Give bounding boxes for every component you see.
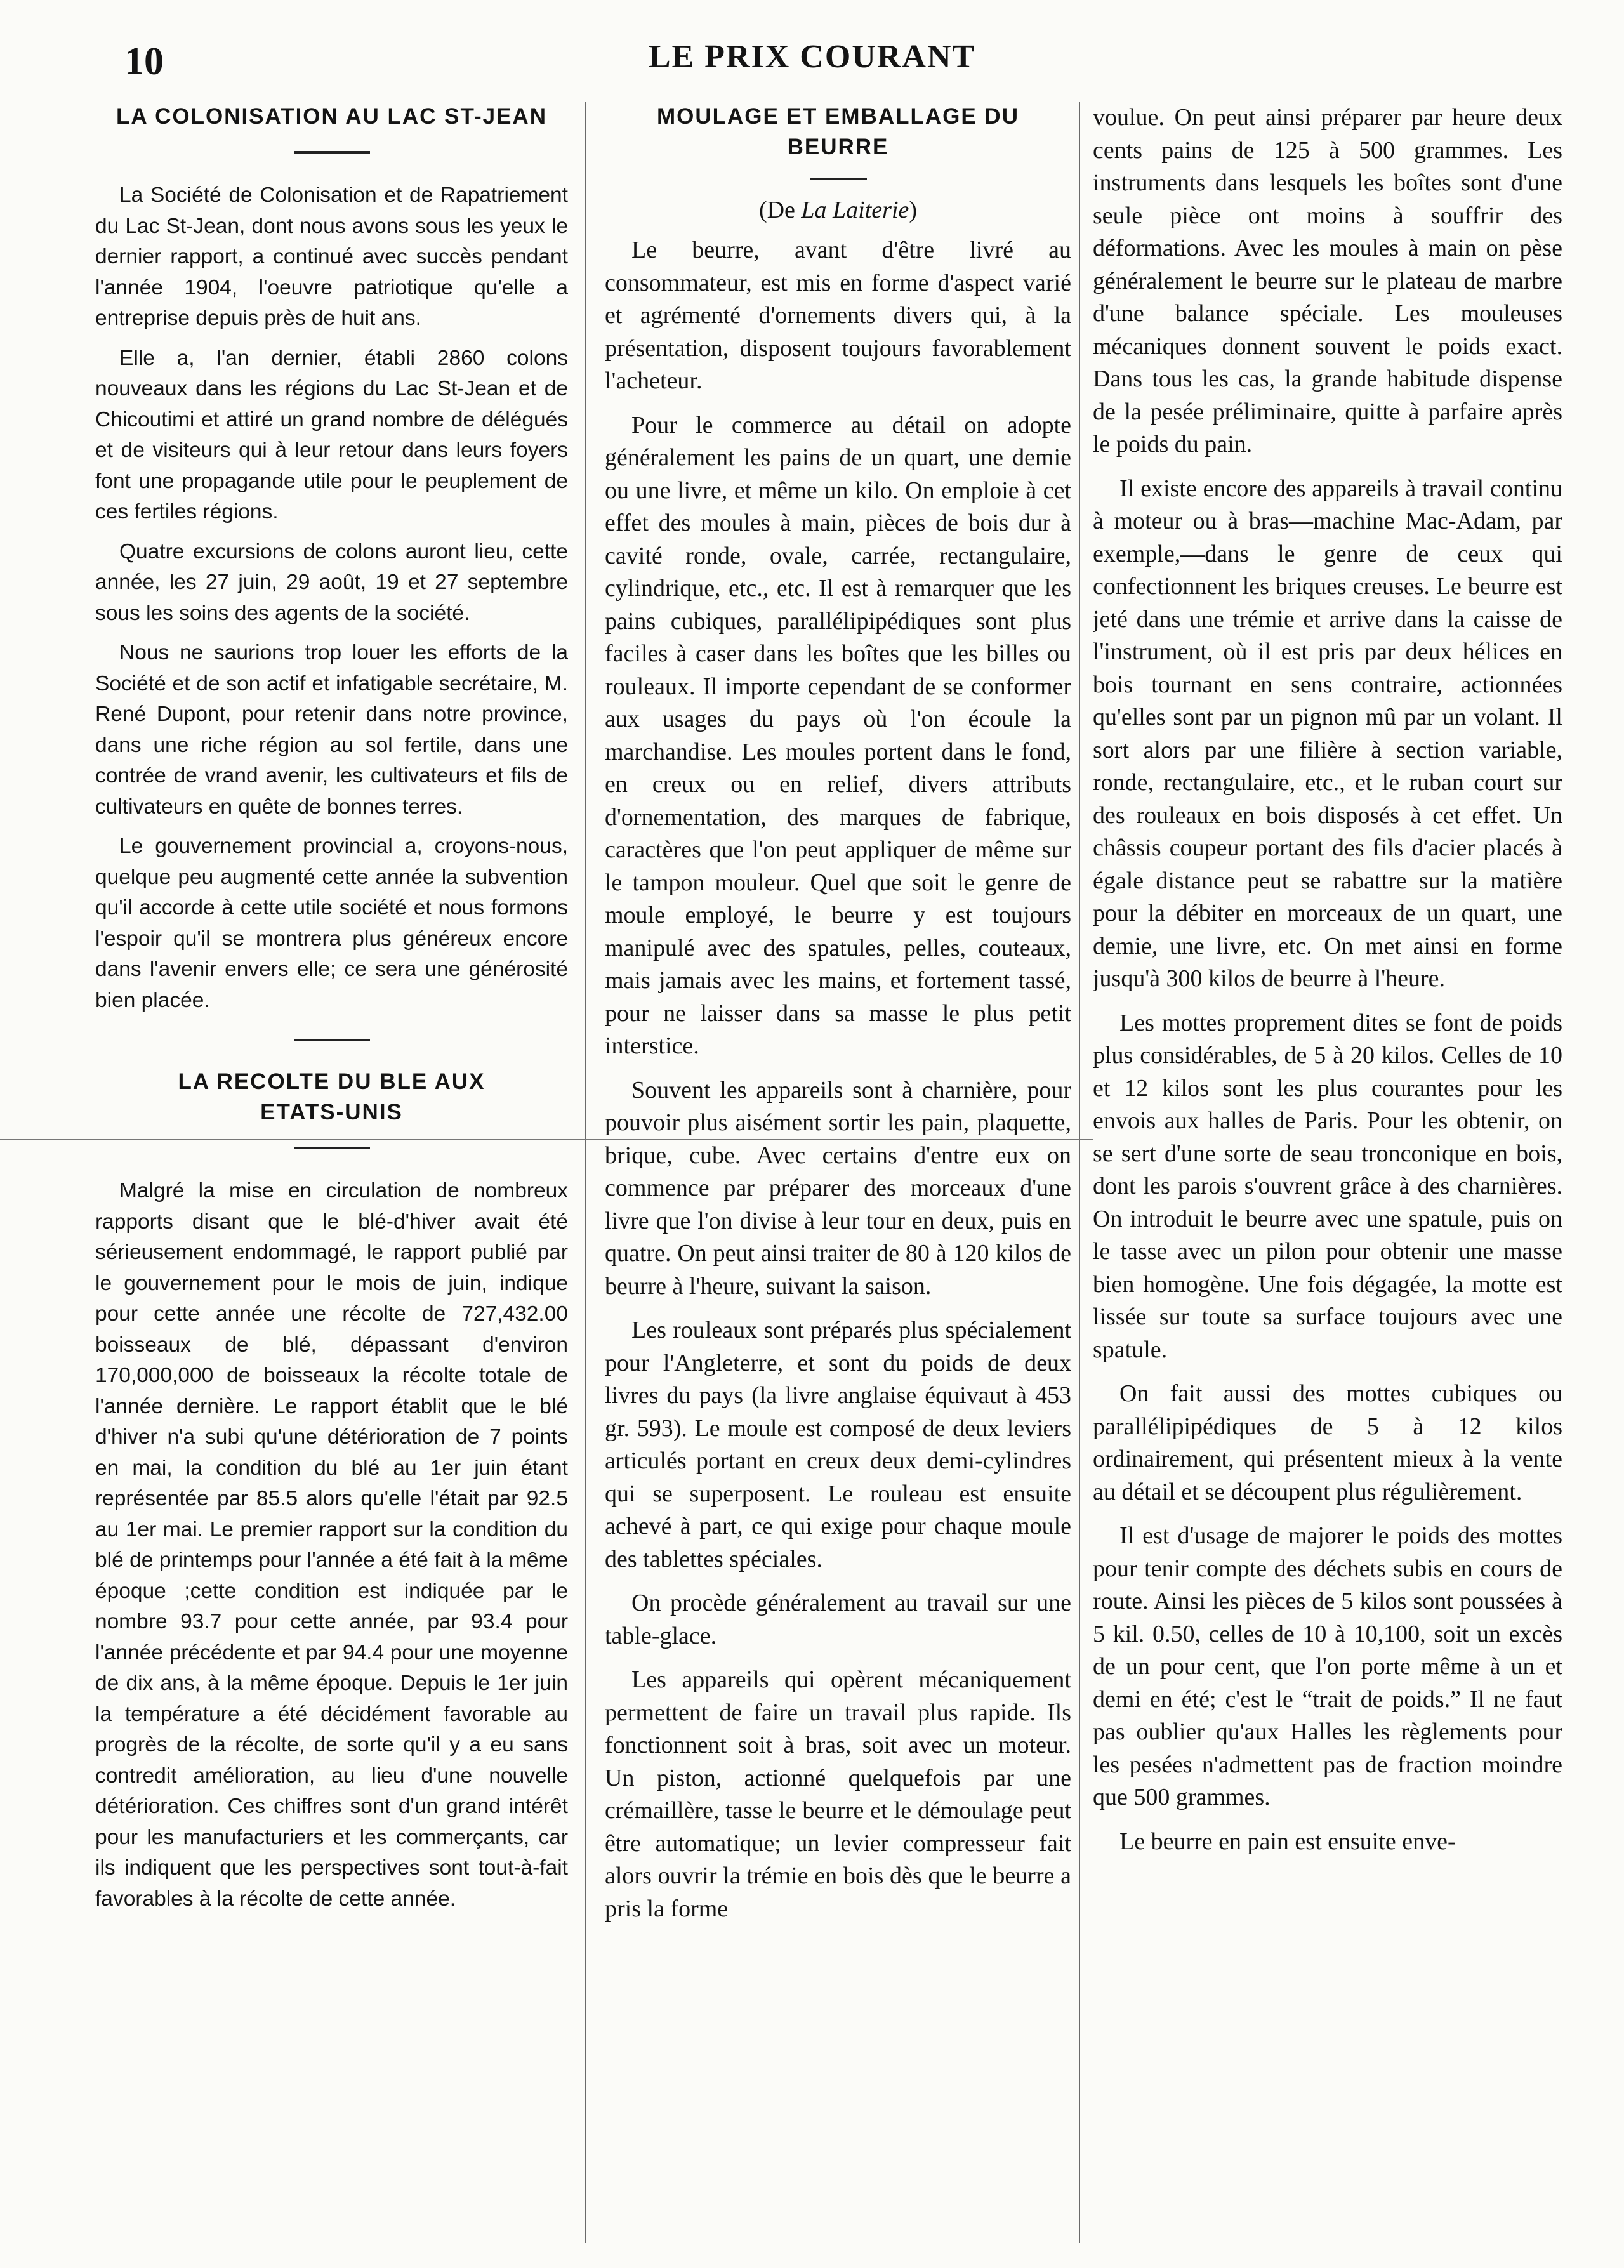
title-rule — [810, 178, 867, 180]
page-number: 10 — [124, 40, 164, 83]
column-divider — [585, 102, 586, 2243]
paragraph: On fait aussi des mottes cubiques ou parallélipipédiques de 5 à 12 kilos ordinairement, qui présentent mieux à la vente au détail et se découpent plus régulièrement. — [1093, 1380, 1562, 1505]
article-title: LA COLONISATION AU LAC ST-JEAN — [116, 104, 547, 129]
title-rule — [294, 1147, 370, 1149]
page-header — [0, 33, 1624, 90]
paragraph: Souvent les appareils sont à charnière, pour pouvoir plus aisément sortir les pain, plaquette, brique, cube. Avec certains d'entre eux on commence par préparer des morceaux d'une livre que l'on divise à leur tour en deux, puis en quatre. On peut ainsi traiter de 80 à 120 kilos de beurre à l'heure, suivant la saison. — [605, 1076, 1071, 1300]
column-left — [95, 102, 568, 2243]
publication-title: LE PRIX COURANT — [648, 39, 976, 75]
paragraph: Les rouleaux sont préparés plus spécialement pour l'Angleterre, et sont du poids de deux livres du pays (la livre anglaise équivaut à 453 gr. 593). Le moule est composé de deux leviers articulés portant en creux deux demi-cylindres qui se superposent. Le rouleau est ensuite achevé à part, ce qui exige pour chaque moule des tablettes spéciales. — [605, 1317, 1071, 1572]
article-title: LA RECOLTE DU BLE AUX ETATS-UNIS — [178, 1069, 485, 1124]
paragraph: Pour le commerce au détail on adopte généralement les pains de un quart, une demie ou une livre, et même un kilo. On emploie à cet effet des moules à main, pièces de bois dur à cavité ronde, ovale, carrée, rectangulaire, cylindrique, etc., etc. Il est à remarquer que les pains cubiques, parallélipipédiques sont plus faciles à caser dans les boîtes que les billes ou rouleaux. Il importe cependant de se conformer aux usages du pays où l'on écoule la marchandise. Les moules portent dans le fond, en creux ou en relief, divers attributs d'ornementation, des marques de fabrique, caractères que l'on peut appliquer de même sur le tampon mouleur. Quel que soit le genre de moule employé, le beurre y est toujours manipulé avec des spatules, pelles, couteaux, mais jamais avec les mains, et fortement tassé, pour ne laisser dans sa masse le plus petit interstice. — [605, 411, 1071, 1059]
paragraph: Le beurre en pain est ensuite enve- — [1119, 1828, 1456, 1855]
paragraph: Nous ne saurions trop louer les efforts de la Société et de son actif et infatigable secrétaire, M. René Dupont, pour retenir dans notre province, dans une riche région au sol fertile, dans une contrée de vrand avenir, les cultivateurs et fils de cultivateurs en quête de bonnes terres. — [95, 641, 568, 819]
column-divider — [1079, 102, 1080, 2243]
paragraph: Elle a, l'an dernier, établi 2860 colons nouveaux dans les régions du Lac St-Jean et de Chicoutimi et attiré un grand nombre de délégués et de visiteurs qui à leur retour dans leurs foyers font une propagande utile pour le peuplement de ces fertiles régions. — [95, 346, 568, 524]
paragraph: Les mottes proprement dites se font de poids plus considérables, de 5 à 20 kilos. Celles de 10 et 12 kilos sont les plus courantes pour les envois aux halles de Paris. Pour les obtenir, on se sert d'une sorte de seau tronconique en bois, dont les parois s'ouvrent grâce à des charnières. On introduit le beurre avec une spatule, puis on le tasse avec un pilon pour obtenir une masse bien homogène. Une fois dégagée, la motte est lissée sur toute sa surface toujours avec une spatule. — [1093, 1009, 1562, 1363]
title-rule — [294, 151, 370, 154]
paragraph: Il est d'usage de majorer le poids des mottes pour tenir compte des déchets subis en cours de route. Ainsi les pièces de 5 kilos sont poussées à 5 kil. 0.50, celles de 10 à 10,100, soit un excès de un pour cent, que l'on porte même à un et demi en été; c'est le “trait de poids.” Il ne faut pas oublier qu'aux Halles les règlements pour les pesées n'admettent pas de fraction moindre que 500 grammes. — [1093, 1522, 1562, 1810]
paragraph: On procède généralement au travail sur une table-glace. — [605, 1590, 1071, 1649]
paragraph: La Société de Colonisation et de Rapatriement du Lac St-Jean, dont nous avons sous les yeux le dernier rapport, a continué avec succès pendant l'année 1904, l'oeuvre patriotique qu'elle a entreprise depuis près de huit ans. — [95, 183, 568, 330]
source-prefix: (De — [758, 197, 802, 223]
paragraph: voulue. On peut ainsi préparer par heure deux cents pains de 125 à 500 grammes. Les instruments dans lesquels les boîtes sont d'une seule pièce ont moins à souffrir des déformations. Avec les moules à main on pèse généralement le beurre sur le plateau de marbre d'une balance spéciale. Les mouleuses mécaniques donnent souvent le poids exact. Dans tous les cas, la grande habitude dispense de la pesée préliminaire, quitte à parfaire après le poids du pain. — [1093, 104, 1562, 458]
section-rule — [294, 1039, 370, 1041]
article-source — [605, 196, 1071, 224]
source-name: La Laiterie — [801, 197, 909, 223]
paragraph: Le gouvernement provincial a, croyons-nous, quelque peu augmenté cette année la subvention qu'il accorde à cette utile société et nous formons l'espoir qu'il se montrera plus généreux encore dans l'avenir envers elle; ce sera une générosité bien placée. — [95, 834, 568, 1012]
paragraph: Quatre excursions de colons auront lieu, cette année, les 27 juin, 29 août, 19 et 27 septembre sous les soins des agents de la société. — [95, 539, 568, 625]
paragraph: Le beurre, avant d'être livré au consommateur, est mis en forme d'aspect varié et agrémenté d'ornements divers qui, à la présentation, disposent toujours favorablement l'acheteur. — [605, 237, 1071, 394]
source-suffix: ) — [909, 197, 918, 223]
paragraph: Il existe encore des appareils à travail continu à moteur ou à bras—machine Mac-Adam, par exemple,—dans le genre de ceux qui confectionnent les briques creuses. Le beurre est jeté dans une trémie et arrive dans la caisse de l'instrument, où il est pris par deux hélices en bois tournant en sens contraire, actionnées qu'elles sont par un pignon mû par un volant. Il sort alors par une filière à section variable, ronde, rectangulaire, etc., et le ruban court sur des rouleaux en bois disposés à cet effet. Un châssis coupeur portant des fils d'acier placés à égale distance peut se rabattre sur la matière pour la débiter en morceaux de un quart, une demie, une livre, etc. On met ainsi en forme jusqu'à 300 kilos de beurre à l'heure. — [1093, 475, 1562, 992]
article-title: MOULAGE ET EMBALLAGE DU BEURRE — [657, 104, 1019, 159]
paragraph: Les appareils qui opèrent mécaniquement permettent de faire un travail plus rapide. Ils fonctionnent soit à bras, soit avec un moteur. Un piston, actionné quelquefois par une crémaillère, tasse le beurre et le démoulage peut être automatique; un levier compresseur fait alors ouvrir la trémie en bois dès que le beurre a pris la forme — [605, 1666, 1071, 1922]
column-middle — [605, 102, 1071, 2243]
column-right — [1093, 102, 1562, 2243]
paragraph: Malgré la mise en circulation de nombreux rapports disant que le blé-d'hiver avait été sérieusement endommagé, le rapport publié par le gouvernement pour le mois de juin, indique pour cette année une récolte de 727,432.00 boisseaux de blé, dépassant d'environ 170,000,000 de boisseaux la récolte totale de l'année dernière. Le rapport établit que le blé d'hiver n'a subi qu'une détérioration de 7 points en mai, la condition du blé au 1er juin étant représentée par 85.5 alors qu'elle l'était par 92.5 au 1er mai. Le premier rapport sur la condition du blé de printemps pour l'année a été fait à la même époque ;cette condition est indiquée par le nombre 93.7 pour cette année, par 93.4 pour l'année précédente et par 94.4 pour une moyenne de dix ans, à la même époque. Depuis le 1er juin la température a été décidément favorable au progrès de la récolte, de sorte qu'il y a eu sans contredit amélioration, au lieu d'une nouvelle détérioration. Ces chiffres sont d'un grand intérêt pour les manufacturiers et les commerçants, car ils indiquent que les perspectives sont tout-à-fait favorables à la récolte de cette année. — [95, 1179, 568, 1911]
